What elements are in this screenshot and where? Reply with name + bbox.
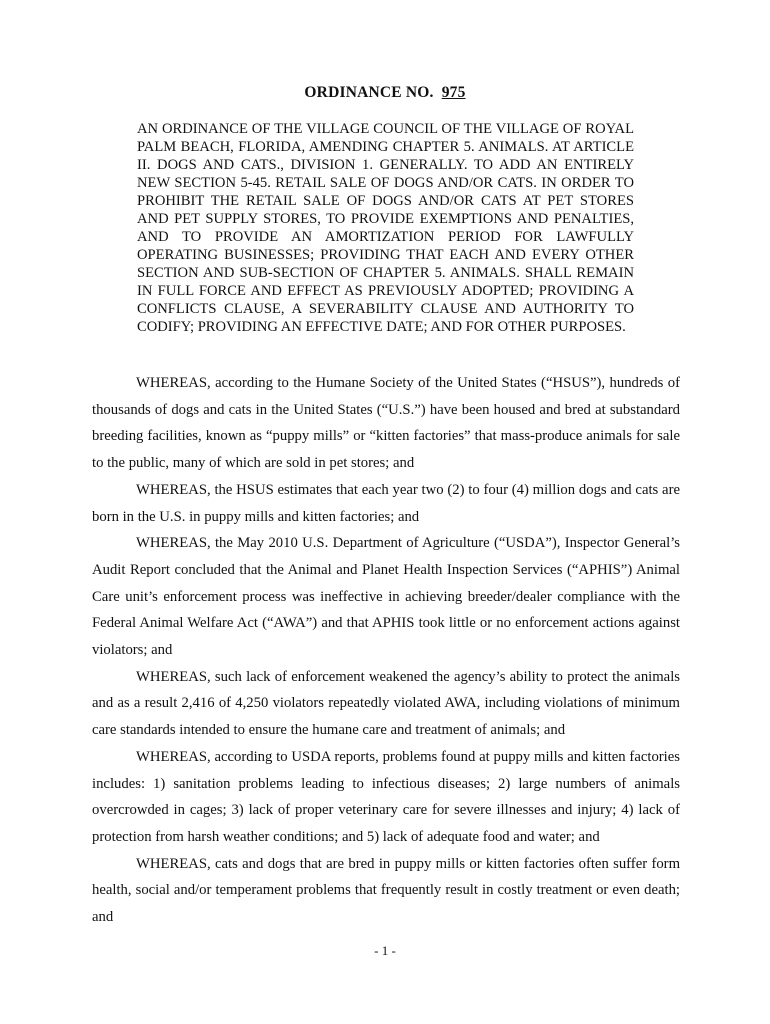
page-number: - 1 -	[374, 943, 396, 958]
ordinance-title	[0, 84, 770, 102]
ordinance-caption	[137, 120, 634, 336]
whereas-clauses	[92, 370, 680, 931]
whereas-paragraph: WHEREAS, the May 2010 U.S. Department of Agriculture (“USDA”), Inspector General’s Audit Report concluded that the Animal and Planet Health Inspection Services (“APHIS”) Animal Care unit’s enforcement process was ineffective in achieving breeder/dealer compliance with the Federal Animal Welfare Act (“AWA”) and that APHIS took little or no enforcement actions against violators; and	[92, 535, 680, 659]
caption-text: AN ORDINANCE OF THE VILLAGE COUNCIL OF THE VILLAGE OF ROYAL PALM BEACH, FLORIDA, AMENDING CHAPTER 5. ANIMALS. AT ARTICLE II. DOGS AND CATS., DIVISION 1. GENERALLY. TO ADD AN ENTIRELY NEW SECTION 5-45. RETAIL SALE OF DOGS AND/OR CATS. IN ORDER TO PROHIBIT THE RETAIL SALE OF DOGS AND/OR CATS AT PET STORES AND PET SUPPLY STORES, TO PROVIDE EXEMPTIONS AND PENALTIES, AND TO PROVIDE AN AMORTIZATION PERIOD FOR LAWFULLY OPERATING BUSINESSES; PROVIDING THAT EACH AND EVERY OTHER SECTION AND SUB-SECTION OF CHAPTER 5. ANIMALS. SHALL REMAIN IN FULL FORCE AND EFFECT AS PREVIOUSLY ADOPTED; PROVIDING A CONFLICTS CLAUSE, A SEVERABILITY CLAUSE AND AUTHORITY TO CODIFY; PROVIDING AN EFFECTIVE DATE; AND FOR OTHER PURPOSES.	[137, 121, 634, 335]
whereas-paragraph: WHEREAS, cats and dogs that are bred in puppy mills or kitten factories often suffer form health, social and/or temperament problems that frequently result in costly treatment or even death; and	[92, 855, 680, 926]
whereas-paragraph: WHEREAS, such lack of enforcement weakened the agency’s ability to protect the animals and as a result 2,416 of 4,250 violators repeatedly violated AWA, including violations of minimum care standards intended to ensure the humane care and treatment of animals; and	[92, 668, 680, 739]
whereas-paragraph: WHEREAS, according to the Humane Society of the United States (“HSUS”), hundreds of thousands of dogs and cats in the United States (“U.S.”) have been housed and bred at substandard breeding facilities, known as “puppy mills” or “kitten factories” that mass-produce animals for sale to the public, many of which are sold in pet stores; and	[92, 375, 680, 472]
whereas-paragraph: WHEREAS, according to USDA reports, problems found at puppy mills and kitten factories includes: 1) sanitation problems leading to infectious diseases; 2) large numbers of animals overcrowded in cages; 3) lack of proper veterinary care for severe illnesses and injury; 4) lack of protection from harsh weather conditions; and 5) lack of adequate food and water; and	[92, 748, 680, 845]
ordinance-number: 975	[441, 84, 466, 101]
ordinance-title-prefix: ORDINANCE NO.	[304, 84, 434, 101]
whereas-paragraph: WHEREAS, the HSUS estimates that each year two (2) to four (4) million dogs and cats are born in the U.S. in puppy mills and kitten factories; and	[92, 481, 680, 525]
